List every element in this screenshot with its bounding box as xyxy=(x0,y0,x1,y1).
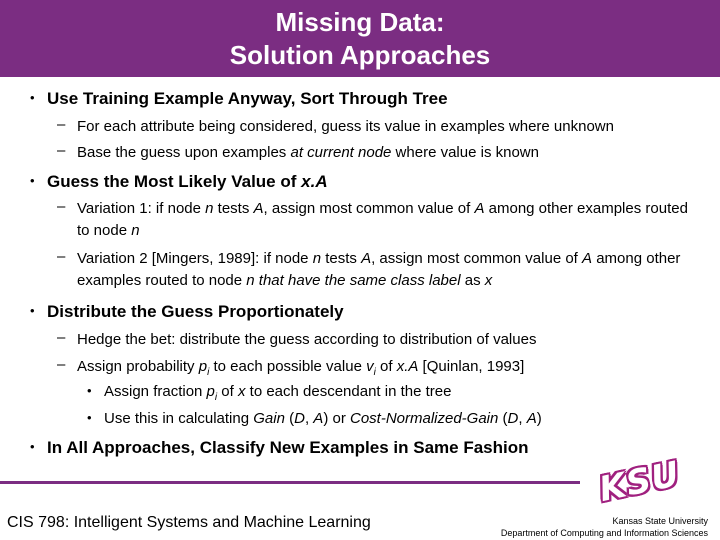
sub-bullet-2-1-text: Variation 1: if node n tests A, assign most common value of A among other examples routed to node n xyxy=(77,200,688,239)
bullet-marker: • xyxy=(87,383,92,398)
bullet-marker: • xyxy=(30,439,35,454)
university-name: Kansas State University xyxy=(612,516,708,526)
dash-marker: – xyxy=(57,248,66,265)
bullet-2-text: Guess the Most Likely Value of x.A xyxy=(47,172,328,191)
slide-title-line-1: Missing Data: xyxy=(275,7,445,37)
sub-sub-bullet-3-2-text: Use this in calculating Gain (D, A) or Cost-Normalized-Gain (D, A) xyxy=(104,410,542,427)
slide-title xyxy=(0,6,720,72)
title-bar xyxy=(0,0,720,76)
sub-bullet-2-2-text: Variation 2 [Mingers, 1989]: if node n tests A, assign most common value of A among other examples routed to node n that have the same class label as x xyxy=(77,250,681,289)
course-title: CIS 798: Intelligent Systems and Machine Learning xyxy=(7,514,371,531)
bullet-marker: • xyxy=(30,173,35,188)
ksu-logo-text: KSU xyxy=(595,453,684,510)
sub-bullet-1-2-text: Base the guess upon examples at current node where value is known xyxy=(77,144,539,161)
title-divider xyxy=(0,76,720,77)
bullet-1-text: Use Training Example Anyway, Sort Through Tree xyxy=(47,89,448,108)
dash-marker: – xyxy=(57,198,66,215)
sub-bullet-3-2-text: Assign probability $p_i$ to each possible value $v_i$ of x.A [Quinlan, 1993] xyxy=(77,358,525,378)
sub-sub-bullet-3-1-text: Assign fraction $p_i$ of x to each descendant in the tree xyxy=(104,383,452,403)
bullet-4-text: In All Approaches, Classify New Examples in Same Fashion xyxy=(47,438,529,457)
dash-marker: – xyxy=(57,329,66,346)
dash-marker: – xyxy=(57,142,66,159)
bullet-3-text: Distribute the Guess Proportionately xyxy=(47,302,344,321)
footer-divider xyxy=(0,481,580,484)
bullet-marker: • xyxy=(30,303,35,318)
bullet-marker: • xyxy=(87,410,92,425)
ksu-logo xyxy=(595,453,720,512)
department-name: Department of Computing and Information Sciences xyxy=(500,528,708,538)
bullet-marker: • xyxy=(30,90,35,105)
sub-bullet-1-1-text: For each attribute being considered, guess its value in examples where unknown xyxy=(77,118,614,135)
dash-marker: – xyxy=(57,116,66,133)
dash-marker: – xyxy=(57,356,66,373)
slide-title-line-2: Solution Approaches xyxy=(229,40,491,70)
sub-bullet-3-1-text: Hedge the bet: distribute the guess according to distribution of values xyxy=(77,331,537,348)
